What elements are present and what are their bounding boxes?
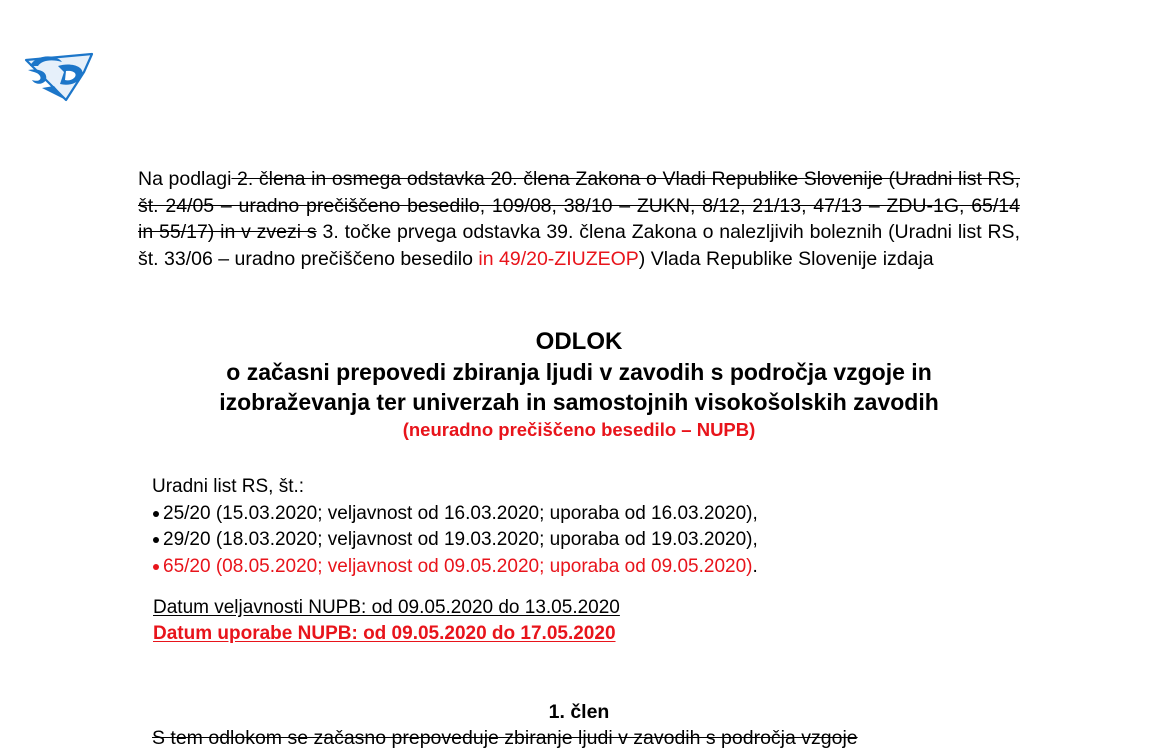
title-line-2: izobraževanja ter univerzah in samostojnih visokošolskih zavodih (219, 389, 939, 415)
intro-paragraph (138, 166, 1020, 272)
nupb-dates (153, 595, 620, 647)
article-first-line: S tem odlokom se začasno prepoveduje zbiranje ljudi v zavodih s področja vzgoje (152, 727, 858, 749)
gazette-item (152, 554, 1012, 581)
intro-suffix: ) Vlada Republike Slovenije izdaja (638, 247, 934, 270)
gazette-item-text: 65/20 (08.05.2020; veljavnost od 09.05.2020; uporaba od 09.05.2020) (163, 555, 753, 577)
title-line-1: o začasni prepovedi zbiranja ljudi v zavodih s področja vzgoje in (226, 359, 932, 385)
article-heading: 1. člen (548, 701, 610, 723)
document-title (138, 326, 1020, 443)
intro-middle: 3. točke prvega odstavka 39. člena Zakona o nalezljivih boleznih (Uradni list RS, št. 33/06 – uradno prečiščeno besedilo (138, 221, 1020, 270)
intro-deleted-text: 2. člena in osmega odstavka 20. člena Zakona o Vladi Republike Slovenije (Uradni list RS, št. 24/05 – uradno prečiščeno besedilo, 109/08, 38/10 – ZUKN, 8/12, 21/13, 47/13 – ZDU-1G, 65/14 in 55/17) in v zvezi s (138, 168, 1020, 243)
bullet-icon (153, 564, 159, 570)
application-date: Datum uporabe NUPB: od 09.05.2020 do 17.05.2020 (153, 623, 616, 644)
logo-icon (22, 50, 96, 104)
gazette-item-text: 29/20 (18.03.2020; veljavnost od 19.03.2020; uporaba od 19.03.2020), (163, 529, 758, 550)
gazette-item-punctuation: . (752, 555, 758, 577)
intro-amendment: in 49/20-ZIUZEOP (478, 247, 639, 270)
gazette-item (152, 527, 1012, 554)
intro-prefix: Na podlagi (138, 168, 232, 190)
title-note: (neuradno prečiščeno besedilo – NUPB) (402, 419, 756, 440)
gazette-heading: Uradni list RS, št.: (152, 476, 305, 497)
bullet-icon (153, 537, 159, 543)
title-main: ODLOK (535, 328, 623, 355)
gazette-item (152, 501, 1012, 528)
gazette-item-text: 25/20 (15.03.2020; veljavnost od 16.03.2020; uporaba od 16.03.2020), (163, 502, 758, 524)
bullet-icon (153, 511, 159, 517)
gazette-references (152, 474, 1012, 580)
validity-date: Datum veljavnosti NUPB: od 09.05.2020 do 13.05.2020 (153, 597, 620, 618)
